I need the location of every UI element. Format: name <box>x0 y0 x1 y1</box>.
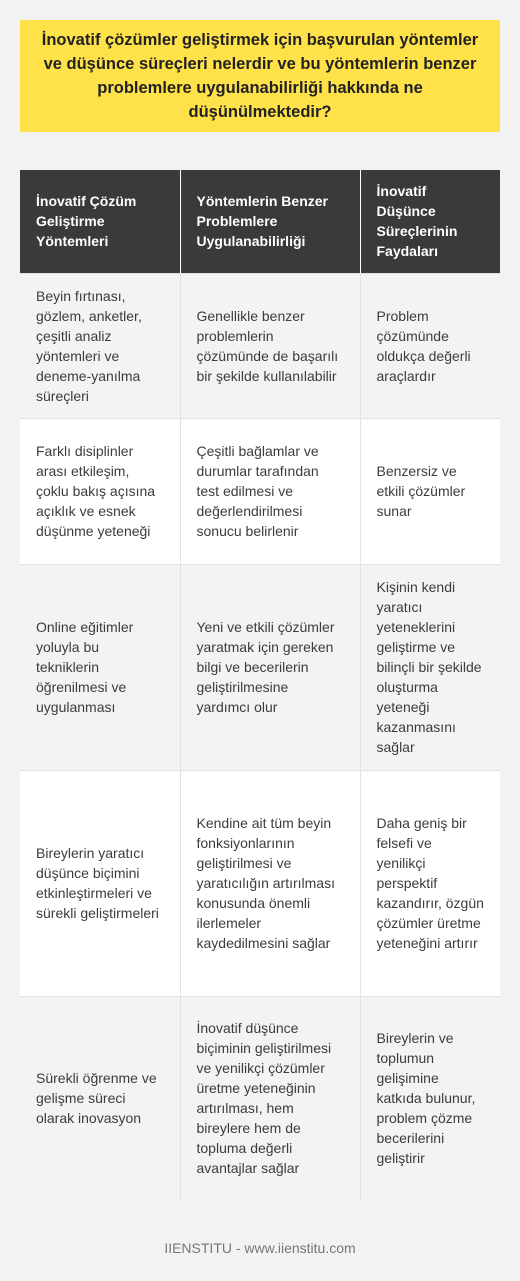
footer-credit: IIENSTITU - www.iienstitu.com <box>164 1240 356 1256</box>
column-header-methods: İnovatif Çözüm Geliştirme Yöntemleri <box>20 170 180 273</box>
column-header-applicability: Yöntemlerin Benzer Problemlere Uygulanabilirliği <box>180 170 360 273</box>
table-row <box>20 273 500 418</box>
table-cell: Problem çözümünde oldukça değerli araçlardır <box>360 273 500 418</box>
table-cell: Benzersiz ve etkili çözümler sunar <box>360 418 500 564</box>
table-cell: Kişinin kendi yaratıcı yeteneklerini geliştirme ve bilinçli bir şekilde oluşturma yeteneği kazanmasını sağlar <box>360 564 500 770</box>
table-cell: Yeni ve etkili çözümler yaratmak için gereken bilgi ve becerilerin geliştirilmesine yardımcı olur <box>180 564 360 770</box>
table-cell: Daha geniş bir felsefi ve yenilikçi perspektif kazandırır, özgün çözümler üretme yeteneğini artırır <box>360 770 500 996</box>
table-cell: İnovatif düşünce biçiminin geliştirilmesi ve yenilikçi çözümler üretme yeteneğinin artırılması, hem bireylere hem de topluma değerli avantajlar sağlar <box>180 996 360 1199</box>
table-header-row <box>20 170 500 273</box>
table-cell: Online eğitimler yoluyla bu tekniklerin öğrenilmesi ve uygulanması <box>20 564 180 770</box>
title-banner <box>20 20 500 132</box>
table-cell: Sürekli öğrenme ve gelişme süreci olarak inovasyon <box>20 996 180 1199</box>
table-cell: Farklı disiplinler arası etkileşim, çoklu bakış açısına açıklık ve esnek düşünme yeteneği <box>20 418 180 564</box>
comparison-table <box>20 170 500 1199</box>
table-cell: Kendine ait tüm beyin fonksiyonlarının geliştirilmesi ve yaratıcılığın artırılması konusunda önemli ilerlemeler kaydedilmesini sağlar <box>180 770 360 996</box>
table-cell: Beyin fırtınası, gözlem, anketler, çeşitli analiz yöntemleri ve deneme-yanılma süreçleri <box>20 273 180 418</box>
page-title: İnovatif çözümler geliştirmek için başvurulan yöntemler ve düşünce süreçleri nelerdir ve bu yöntemlerin benzer problemlere uygulanabilirliği hakkında ne düşünülmektedir? <box>41 31 479 121</box>
table-row <box>20 770 500 996</box>
table-cell: Çeşitli bağlamlar ve durumlar tarafından test edilmesi ve değerlendirilmesi sonucu belirlenir <box>180 418 360 564</box>
table-cell: Bireylerin yaratıcı düşünce biçimini etkinleştirmeleri ve sürekli geliştirmeleri <box>20 770 180 996</box>
table-cell: Genellikle benzer problemlerin çözümünde de başarılı bir şekilde kullanılabilir <box>180 273 360 418</box>
table-row <box>20 418 500 564</box>
column-header-benefits: İnovatif Düşünce Süreçlerinin Faydaları <box>360 170 500 273</box>
table-cell: Bireylerin ve toplumun gelişimine katkıda bulunur, problem çözme becerilerini geliştirir <box>360 996 500 1199</box>
table-row <box>20 564 500 770</box>
table-row <box>20 996 500 1199</box>
